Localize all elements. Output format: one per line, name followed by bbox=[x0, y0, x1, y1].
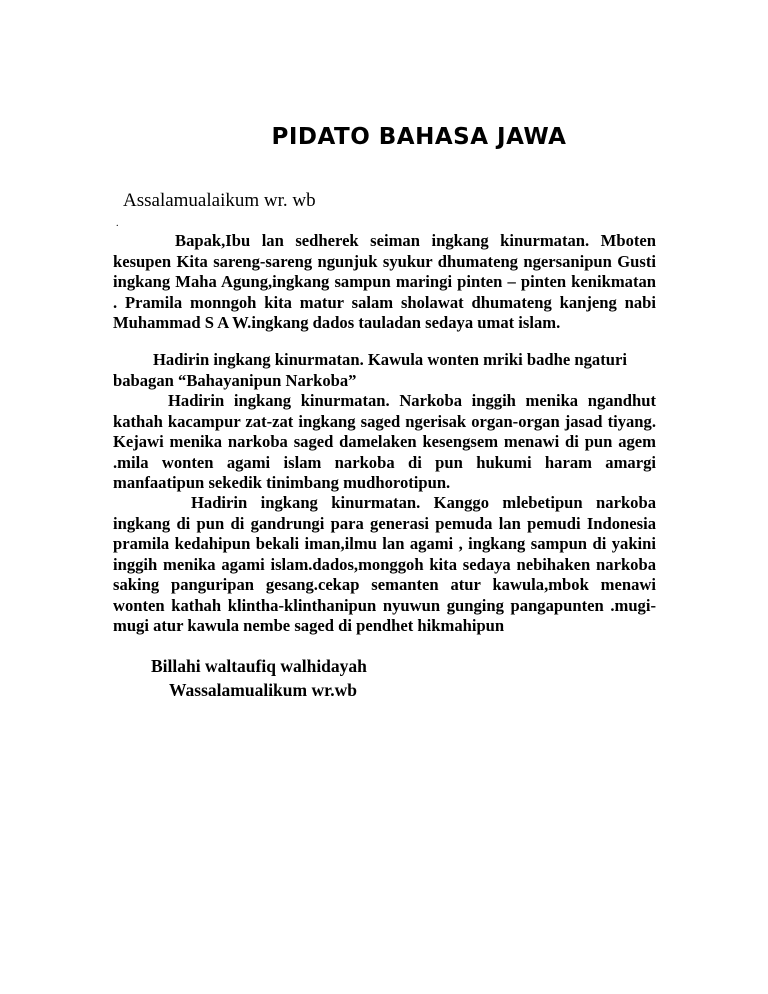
paragraph-advice: Hadirin ingkang kinurmatan. Kanggo mlebetipun narkoba ingkang di pun di gandrungi para generasi pemuda lan pemudi Indonesia pramila kedahipun bekali iman,ilmu lan agami , ingkang sampun di yakini inggih menika agami islam.dados,monggoh kita sedaya nebihaken narkoba saking panguripan gesang.cekap semanten atur kawula,mbok menawi wonten kathah klintha-klinthanipun nyuwun gunging pangapunten .mugi-mugi atur kawula nembe saged di pendhet hikmahipun bbox=[113, 493, 656, 635]
paragraph-topic: Hadirin ingkang kinurmatan. Kawula wonten mriki badhe ngaturi babagan “Bahayanipun Narkoba” bbox=[113, 350, 627, 390]
closing-line-2: Wassalamualikum wr.wb bbox=[169, 680, 358, 700]
paragraph-opening: Bapak,Ibu lan sedherek seiman ingkang kinurmatan. Mboten kesupen Kita sareng-sareng ngunjuk syukur dhumateng ngersanipun Gusti ingkang Maha Agung,ingkang sampun maringi pinten – pinten kenikmatan . Pramila monngoh kita matur salam sholawat dhumateng kanjeng nabi Muhammad S A W.ingkang dados tauladan sedaya umat islam. bbox=[113, 231, 656, 332]
document-title: PIDATO BAHASA JAWA bbox=[271, 124, 567, 150]
paragraph-narkoba-definition: Hadirin ingkang kinurmatan. Narkoba inggih menika ngandhut kathah kacampur zat-zat ingkang saged ngerisak organ-organ jasad tiyang. Kejawi menika narkoba saged damelaken kesengsem menawi di pun agem .mila wonten agami islam narkoba di pun hukumi haram amargi manfaatipun sekedik tinimbang mudhorotipun. bbox=[113, 391, 656, 492]
closing-line-1: Billahi waltaufiq walhidayah bbox=[151, 656, 367, 676]
greeting: Assalamualaikum wr. wb bbox=[123, 190, 316, 211]
marker-dot: . bbox=[116, 218, 119, 229]
